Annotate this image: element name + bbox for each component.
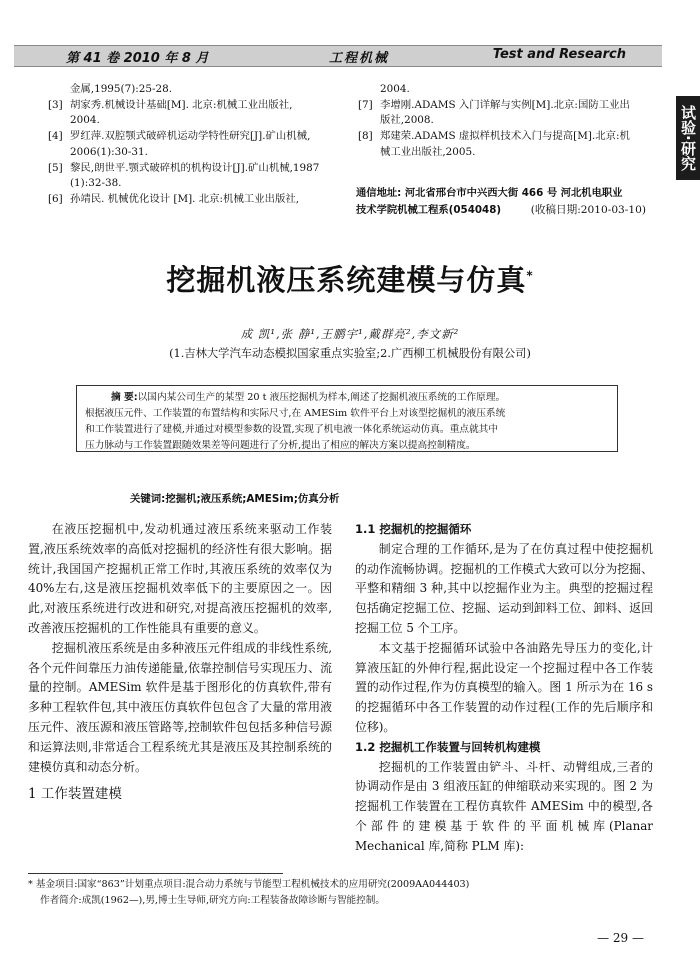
section-heading-1-2: 1.2 挖掘机工作装置与回转机构建模 (355, 739, 541, 754)
reference-line: 械工业出版社,2005. (380, 145, 476, 158)
reference-item (358, 98, 650, 129)
references-left (48, 82, 338, 208)
body-paragraph: 本文基于挖掘循环试验中各油路先导压力的变化,计算液压缸的外伸行程,据此设定一个挖掘过程中各工作装置的动作过程,作为仿真模型的输入。图 1 所示为在 16 s 的挖掘循环中各工作装置的动作过程(工作的先后顺序和位移)。 (355, 640, 653, 734)
reference-number: [8] (358, 130, 373, 143)
reference-line: 版社,2008. (380, 114, 434, 127)
abstract-label: 摘 要: (111, 392, 138, 403)
abstract-text: 和工作装置进行了建模,并通过对模型参数的设置,实现了机电液一体化系统运动仿真。重点就其中 (85, 424, 499, 435)
abstract-box (76, 385, 618, 452)
reference-item (48, 82, 338, 98)
reference-line: 黎民,朗世平.颚式破碎机的机构设计[J].矿山机械,1987 (70, 161, 320, 174)
section-heading-1-1: 1.1 挖掘机的挖掘循环 (355, 522, 472, 536)
reference-number: [6] (48, 192, 63, 205)
address-line2: 技术学院机械工程系(054048) (356, 204, 502, 216)
title-text: 挖掘机液压系统建模与仿真 (166, 263, 527, 297)
header-issue: 第 41 卷 2010 年 8 月 (66, 51, 209, 66)
abstract-line (85, 422, 609, 438)
body-paragraph: 制定合理的工作循环,是为了在仿真过程中使挖掘机的动作流畅协调。挖掘机的工作模式大致可以分为挖掘、平整和精细 3 种,其中以挖掘作业为主。典型的挖掘过程包括确定挖掘工位、挖掘、运动到卸料工位、卸料、返回挖掘工位 5 个工序。 (355, 541, 653, 635)
reference-line: (1):32-38. (70, 177, 122, 190)
reference-number: [4] (48, 130, 63, 143)
reference-line: 2004. (380, 83, 410, 95)
footnote-fund: * 基金项目:国家“863”计划重点项目:混合动力系统与节能型工程机械技术的应用研究(2009AA044403) (28, 879, 470, 890)
authors: 成 凯¹,张 静¹,王鹏宇¹,戴群亮²,李文新² (240, 327, 460, 341)
abstract-text: 根据液压元件、工作装置的布置结构和实际尺寸,在 AMESim 软件平台上对该型挖掘机的液压系统 (85, 408, 506, 419)
reference-number: [3] (48, 98, 63, 111)
reference-number: [5] (48, 161, 63, 174)
keywords: 关键词:挖掘机;液压系统;AMESim;仿真分析 (130, 493, 340, 505)
reference-item (48, 161, 338, 192)
left-column (28, 520, 332, 805)
reference-line: 2004. (70, 114, 100, 127)
running-header (14, 45, 662, 67)
reference-line: 金属,1995(7):25-28. (70, 83, 173, 95)
reference-line: 2006(1):30-31. (70, 145, 148, 158)
reference-item (48, 192, 338, 208)
reference-item (358, 82, 650, 98)
footnote-rule (28, 873, 283, 874)
reference-item (48, 98, 338, 129)
reference-line: 孙靖民. 机械优化设计 [M]. 北京:机械工业出版社, (70, 192, 300, 205)
reference-line: 李增刚.ADAMS 入门详解与实例[M].北京:国防工业出 (380, 98, 630, 111)
body-paragraph: 在液压挖掘机中,发动机通过液压系统来驱动工作装置,液压系统效率的高低对挖掘机的经济性有很大影响。据统计,我国国产挖掘机正常工作时,其液压系统的效率仅为 40%左右,这是液压挖掘机效率低下的主要原因之一。因此,对液压系统进行改进和研究,对提高液压挖掘机的效率,改善液压挖掘机的工作性能具有重要的意义。 (28, 522, 332, 635)
page-number: — 29 — (597, 931, 644, 945)
abstract-line (85, 406, 609, 422)
abstract-text: 以国内某公司生产的某型 20 t 液压挖掘机为样本,阐述了挖掘机液压系统的工作原理。 (137, 392, 506, 403)
abstract-line (85, 438, 609, 454)
address-line1: 通信地址: 河北省邢台市中兴西大街 466 号 河北机电职业 (356, 187, 623, 199)
body-paragraph: 挖掘机液压系统是由多种液压元件组成的非线性系统,各个元件间靠压力油传递能量,依靠控制信号实现压力、流量的控制。AMESim 软件是基于图形化的仿真软件,带有多种工程软件包,其中液压仿真软件包包含了大量的常用液压元件、液压源和液压管路等,控制软件包包括多种信号源和运算法则,非常适合工程系统尤其是液压及其控制系统的建模仿真和动态分析。 (28, 640, 332, 774)
footnote-author: 作者简介:成凯(1962—),男,博士生导师,研究方向:工程装备故障诊断与智能控制。 (40, 895, 385, 906)
address-block (356, 185, 646, 219)
header-section: Test and Research (492, 47, 626, 62)
abstract-line (85, 390, 609, 406)
right-column (355, 520, 653, 857)
abstract-text: 压力脉动与工作装置跟随效果差等问题进行了分析,提出了相应的解决方案以提高控制精度。 (85, 440, 476, 451)
references-right (358, 82, 650, 161)
side-tab: 试验·研究 (676, 96, 700, 180)
received-date: (收稿日期:2010-03-10) (530, 204, 646, 216)
section-heading-1: 1 工作装置建模 (28, 786, 122, 803)
reference-line: 郑建荣.ADAMS 虚拟样机技术入门与提高[M].北京:机 (380, 130, 630, 143)
title-mark: * (526, 268, 534, 283)
reference-number: [7] (358, 98, 373, 111)
body-paragraph: 挖掘机的工作装置由铲斗、斗杆、动臂组成,三者的协调动作是由 3 组液压缸的伸缩联动来实现的。图 2 为挖掘机工作装置在工程仿真软件 AMESim 中的模型,各个部件的建模基于软件的平面机械库(Planar Mechanical 库,简称 PLM 库): (355, 759, 653, 853)
reference-item (358, 129, 650, 160)
paper-title (0, 258, 700, 299)
affiliation: (1.吉林大学汽车动态模拟国家重点实验室;2.广西柳工机械股份有限公司) (169, 347, 531, 360)
reference-item (48, 129, 338, 160)
header-journal: 工程机械 (329, 51, 390, 66)
reference-line: 罗红萍.双腔颚式破碎机运动学特性研究[J].矿山机械, (70, 130, 311, 143)
reference-line: 胡家秀.机械设计基础[M]. 北京:机械工业出版社, (70, 98, 293, 111)
